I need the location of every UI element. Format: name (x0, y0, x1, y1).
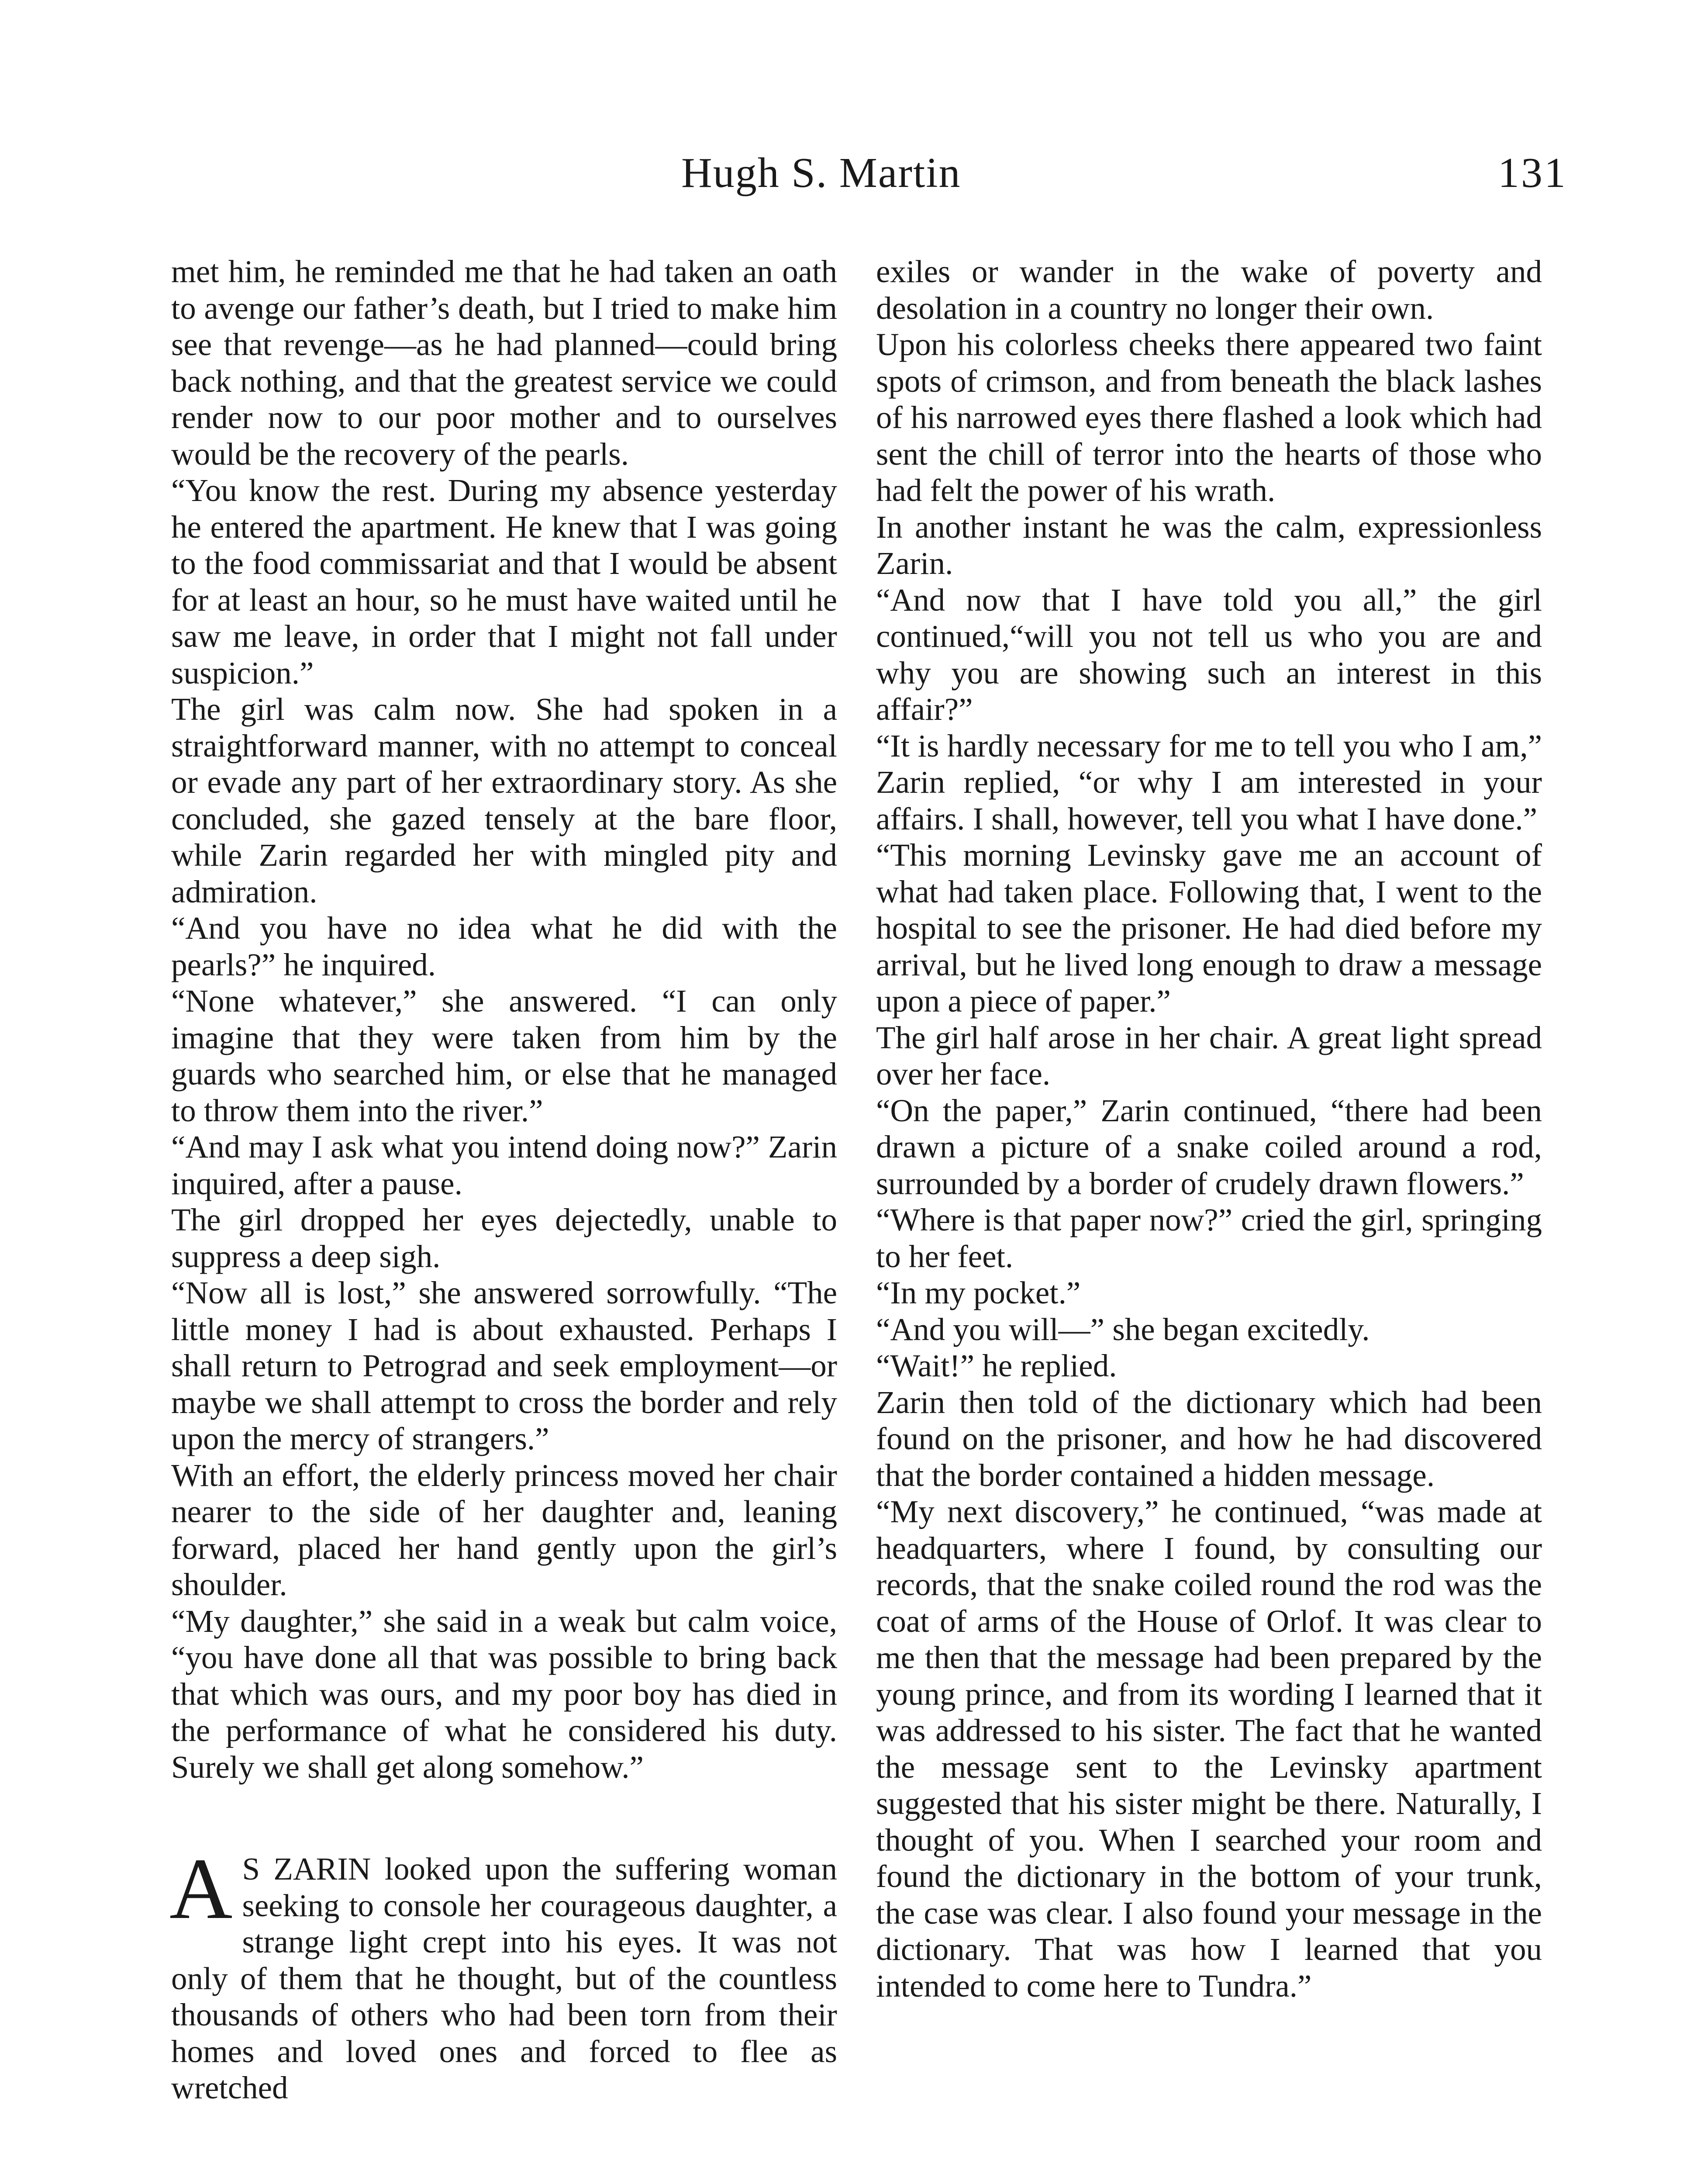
paragraph: “And may I ask what you intend doing now?” Zarin inquired, after a pause. (171, 1129, 837, 1201)
section-opening-text: S ZARIN looked upon the suffering woman seeking to console her courageous daughter, a strange light crept into his eyes. It was not only of them that he thought, but of the countless thousands of others who had been torn from their homes and loved ones and forced to flee as wretched (171, 1851, 837, 2105)
paragraph: The girl half arose in her chair. A great light spread over her face. (876, 1019, 1542, 1092)
left-column (171, 253, 837, 2106)
drop-cap: A (169, 1841, 233, 1937)
paragraph: “You know the rest. During my absence yesterday he entered the apartment. He knew that I was going to the food commissariat and that I would be absent for at least an hour, so he must have waited until he saw me leave, in order that I might not fall under suspicion.” (171, 473, 837, 691)
paragraph: With an effort, the elderly princess moved her chair nearer to the side of her daughter and, leaning forward, placed her hand gently upon the girl’s shoulder. (171, 1457, 837, 1602)
paragraph: “Where is that paper now?” cried the girl, springing to her feet. (876, 1202, 1542, 1274)
paragraph: exiles or wander in the wake of poverty and desolation in a country no longer their own. (876, 254, 1542, 326)
paragraph: Upon his colorless cheeks there appeared two faint spots of crimson, and from beneath the black lashes of his narrowed eyes there flashed a look which had sent the chill of terror into the hearts of those who had felt the power of his wrath. (876, 327, 1542, 508)
running-head-author: Hugh S. Martin (681, 149, 961, 197)
paragraph: “And now that I have told you all,” the girl continued,“will you not tell us who you are and why you are showing such an interest in this affair?” (876, 582, 1542, 727)
paragraph: met him, he reminded me that he had taken an oath to avenge our father’s death, but I tried to make him see that revenge—as he had planned—could bring back nothing, and that the greatest service we could render now to our poor mother and to ourselves would be the recovery of the pearls. (171, 254, 837, 472)
paragraph: “My daughter,” she said in a weak but calm voice, “you have done all that was possible to bring back that which was ours, and my poor boy has died in the performance of what he considered his duty. Surely we shall get along somehow.” (171, 1603, 837, 1785)
paragraph: “My next discovery,” he continued, “was made at headquarters, where I found, by consulting our records, that the snake coiled round the rod was the coat of arms of the House of Orlof. It was clear to me then that the message had been prepared by the young prince, and from its wording I learned that it was addressed to his sister. The fact that he wanted the message sent to the Levinsky apartment suggested that his sister might be there. Naturally, I thought of you. When I searched your room and found the dictionary in the bottom of your trunk, the case was clear. I also found your message in the dictionary. That was how I learned that you intended to come here to Tundra.” (876, 1494, 1542, 2004)
paragraph: In another instant he was the calm, expressionless Zarin. (876, 509, 1542, 581)
paragraph: “And you have no idea what he did with the pearls?” he inquired. (171, 910, 837, 982)
paragraph: The girl dropped her eyes dejectedly, unable to suppress a deep sigh. (171, 1202, 837, 1274)
section-opening-paragraph (169, 1841, 837, 2106)
page-number: 131 (1498, 149, 1567, 197)
right-column (876, 253, 1542, 2004)
paragraph: “In my pocket.” (876, 1275, 1081, 1310)
paragraph: “It is hardly necessary for me to tell you who I am,” Zarin replied, “or why I am interested in your affairs. I shall, however, tell you what I have done.” (876, 728, 1542, 836)
paragraph: “Now all is lost,” she answered sorrowfully. “The little money I had is about exhausted. Perhaps I shall return to Petrograd and seek employment—or maybe we shall attempt to cross the border and rely upon the mercy of strangers.” (171, 1275, 837, 1456)
paragraph: The girl was calm now. She had spoken in a straightforward manner, with no attempt to conceal or evade any part of her extraordinary story. As she concluded, she gazed tensely at the bare floor, while Zarin regarded her with mingled pity and admiration. (171, 691, 837, 909)
paragraph: “And you will—” she began excitedly. (876, 1311, 1370, 1347)
paragraph: “None whatever,” she answered. “I can only imagine that they were taken from him by the guards who searched him, or else that he managed to throw them into the river.” (171, 983, 837, 1128)
paragraph: “On the paper,” Zarin continued, “there had been drawn a picture of a snake coiled around a rod, surrounded by a border of crudely drawn flowers.” (876, 1092, 1542, 1201)
paragraph: “This morning Levinsky gave me an account of what had taken place. Following that, I went to the hospital to see the prisoner. He had died before my arrival, but he lived long enough to draw a message upon a piece of paper.” (876, 837, 1542, 1019)
paragraph: “Wait!” he replied. (876, 1348, 1117, 1383)
paragraph: Zarin then told of the dictionary which had been found on the prisoner, and how he had discovered that the border contained a hidden message. (876, 1384, 1542, 1493)
